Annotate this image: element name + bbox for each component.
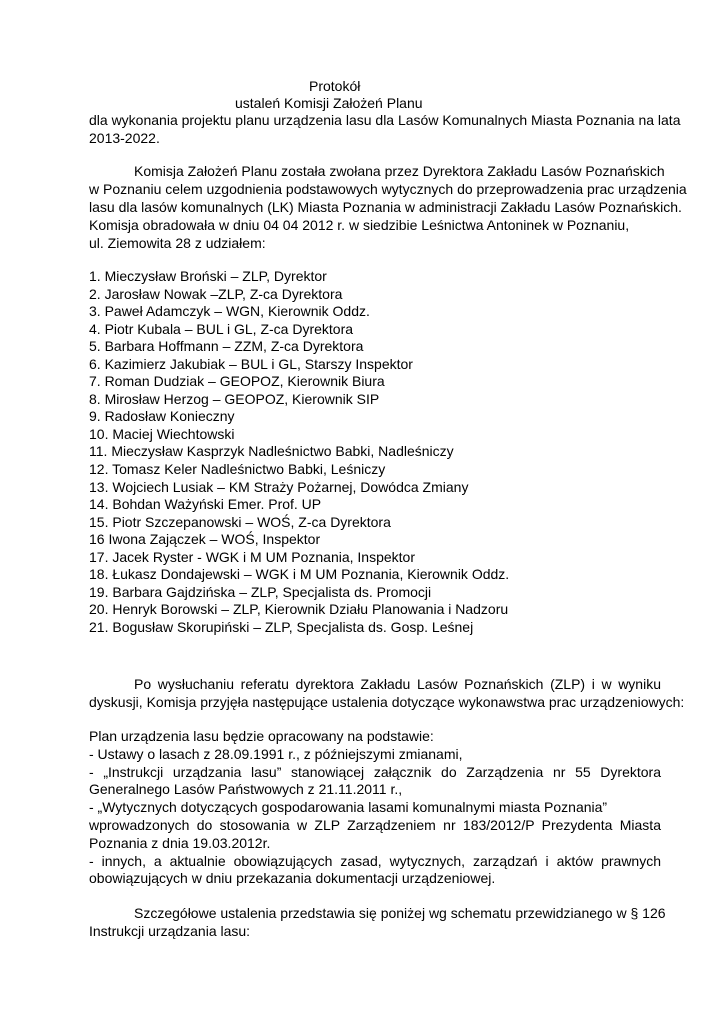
member-item: 15. Piotr Szczepanowski – WOŚ, Z-ca Dyrektora xyxy=(89,514,391,530)
member-item: 13. Wojciech Lusiak – KM Straży Pożarnej, Dowódca Zmiany xyxy=(89,479,469,495)
basis-item-3-line-1: - „Wytycznych dotyczących gospodarowania lasami komunalnymi miasta Poznania” xyxy=(89,799,608,815)
member-item: 18. Łukasz Dondajewski – WGK i M UM Poznania, Kierownik Oddz. xyxy=(89,566,510,582)
member-item: 9. Radosław Konieczny xyxy=(89,408,235,424)
member-item: 4. Piotr Kubala – BUL i GL, Z-ca Dyrektora xyxy=(89,321,354,337)
member-item: 17. Jacek Ryster - WGK i M UM Poznania, Inspektor xyxy=(89,549,415,565)
details-line-2: Instrukcji urządzania lasu: xyxy=(89,923,251,939)
intro-line-3: lasu dla lasów komunalnych (LK) Miasta Poznania w administracji Zakładu Lasów Poznańskich. xyxy=(89,199,682,215)
member-item: 5. Barbara Hoffmann – ZZM, Z-ca Dyrektora xyxy=(89,338,364,354)
referat-line-1: Po wysłuchaniu referatu dyrektora Zakładu Lasów Poznańskich (ZLP) i w wyniku xyxy=(134,676,661,692)
intro-line-5: ul. Ziemowita 28 z udziałem: xyxy=(89,235,266,251)
member-item: 2. Jarosław Nowak –ZLP, Z-ca Dyrektora xyxy=(89,286,343,302)
basis-item-2-line-2: Generalnego Lasów Państwowych z 21.11.2011 r., xyxy=(89,781,403,797)
basis-item-4-line-1: - innych, a aktualnie obowiązujących zasad, wytycznych, zarządzań i aktów prawnych xyxy=(89,853,661,869)
document-title: Protokół xyxy=(309,78,361,94)
intro-line-2: w Poznaniu celem uzgodnienia podstawowych wytycznych do przeprowadzenia prac urządzenia xyxy=(89,181,687,197)
basis-item-3-line-3: Poznania z dnia 19.03.2012r. xyxy=(89,835,271,851)
purpose-line-1: dla wykonania projektu planu urządzenia lasu dla Lasów Komunalnych Miasta Poznania na lata xyxy=(89,112,681,128)
basis-item-4-line-2: obowiązujących w dniu przekazania dokumentacji urządzeniowej. xyxy=(89,870,496,886)
intro-line-1: Komisja Założeń Planu została zwołana przez Dyrektora Zakładu Lasów Poznańskich xyxy=(134,163,665,179)
details-line-1: Szczegółowe ustalenia przedstawia się poniżej wg schematu przewidzianego w § 126 xyxy=(134,905,666,921)
member-item: 11. Mieczysław Kasprzyk Nadleśnictwo Babki, Nadleśniczy xyxy=(89,443,454,459)
member-item: 20. Henryk Borowski – ZLP, Kierownik Działu Planowania i Nadzoru xyxy=(89,601,509,617)
intro-line-4: Komisja obradowała w dniu 04 04 2012 r. w siedzibie Leśnictwa Antoninek w Poznaniu, xyxy=(89,217,630,233)
member-item: 10. Maciej Wiechtowski xyxy=(89,426,235,442)
member-item: 19. Barbara Gajdzińska – ZLP, Specjalista ds. Promocji xyxy=(89,584,432,600)
purpose-line-2: 2013-2022. xyxy=(89,130,160,146)
referat-line-2: dyskusji, Komisja przyjęła następujące ustalenia dotyczące wykonawstwa prac urządzeniowych: xyxy=(89,694,685,710)
basis-heading: Plan urządzenia lasu będzie opracowany na podstawie: xyxy=(89,728,434,744)
member-item: 14. Bohdan Ważyński Emer. Prof. UP xyxy=(89,496,322,512)
document-subtitle: ustaleń Komisji Założeń Planu xyxy=(235,95,423,111)
member-item: 12. Tomasz Keler Nadleśnictwo Babki, Leśniczy xyxy=(89,461,386,477)
member-item: 7. Roman Dudziak – GEOPOZ, Kierownik Biura xyxy=(89,373,385,389)
basis-item-2-line-1: - „Instrukcji urządzania lasu” stanowiącej załącznik do Zarządzenia nr 55 Dyrektora xyxy=(89,764,661,780)
member-item: 8. Mirosław Herzog – GEOPOZ, Kierownik SIP xyxy=(89,391,380,407)
member-item: 6. Kazimierz Jakubiak – BUL i GL, Starszy Inspektor xyxy=(89,356,413,372)
member-item: 21. Bogusław Skorupiński – ZLP, Specjalista ds. Gosp. Leśnej xyxy=(89,619,474,635)
member-item: 3. Paweł Adamczyk – WGN, Kierownik Oddz. xyxy=(89,303,370,319)
basis-item-3-line-2: wprowadzonych do stosowania w ZLP Zarządzeniem nr 183/2012/P Prezydenta Miasta xyxy=(89,817,661,833)
member-item: 1. Mieczysław Broński – ZLP, Dyrektor xyxy=(89,268,327,284)
basis-item-1: - Ustawy o lasach z 28.09.1991 r., z późniejszymi zmianami, xyxy=(89,746,463,762)
member-item: 16 Iwona Zajączek – WOŚ, Inspektor xyxy=(89,531,321,547)
